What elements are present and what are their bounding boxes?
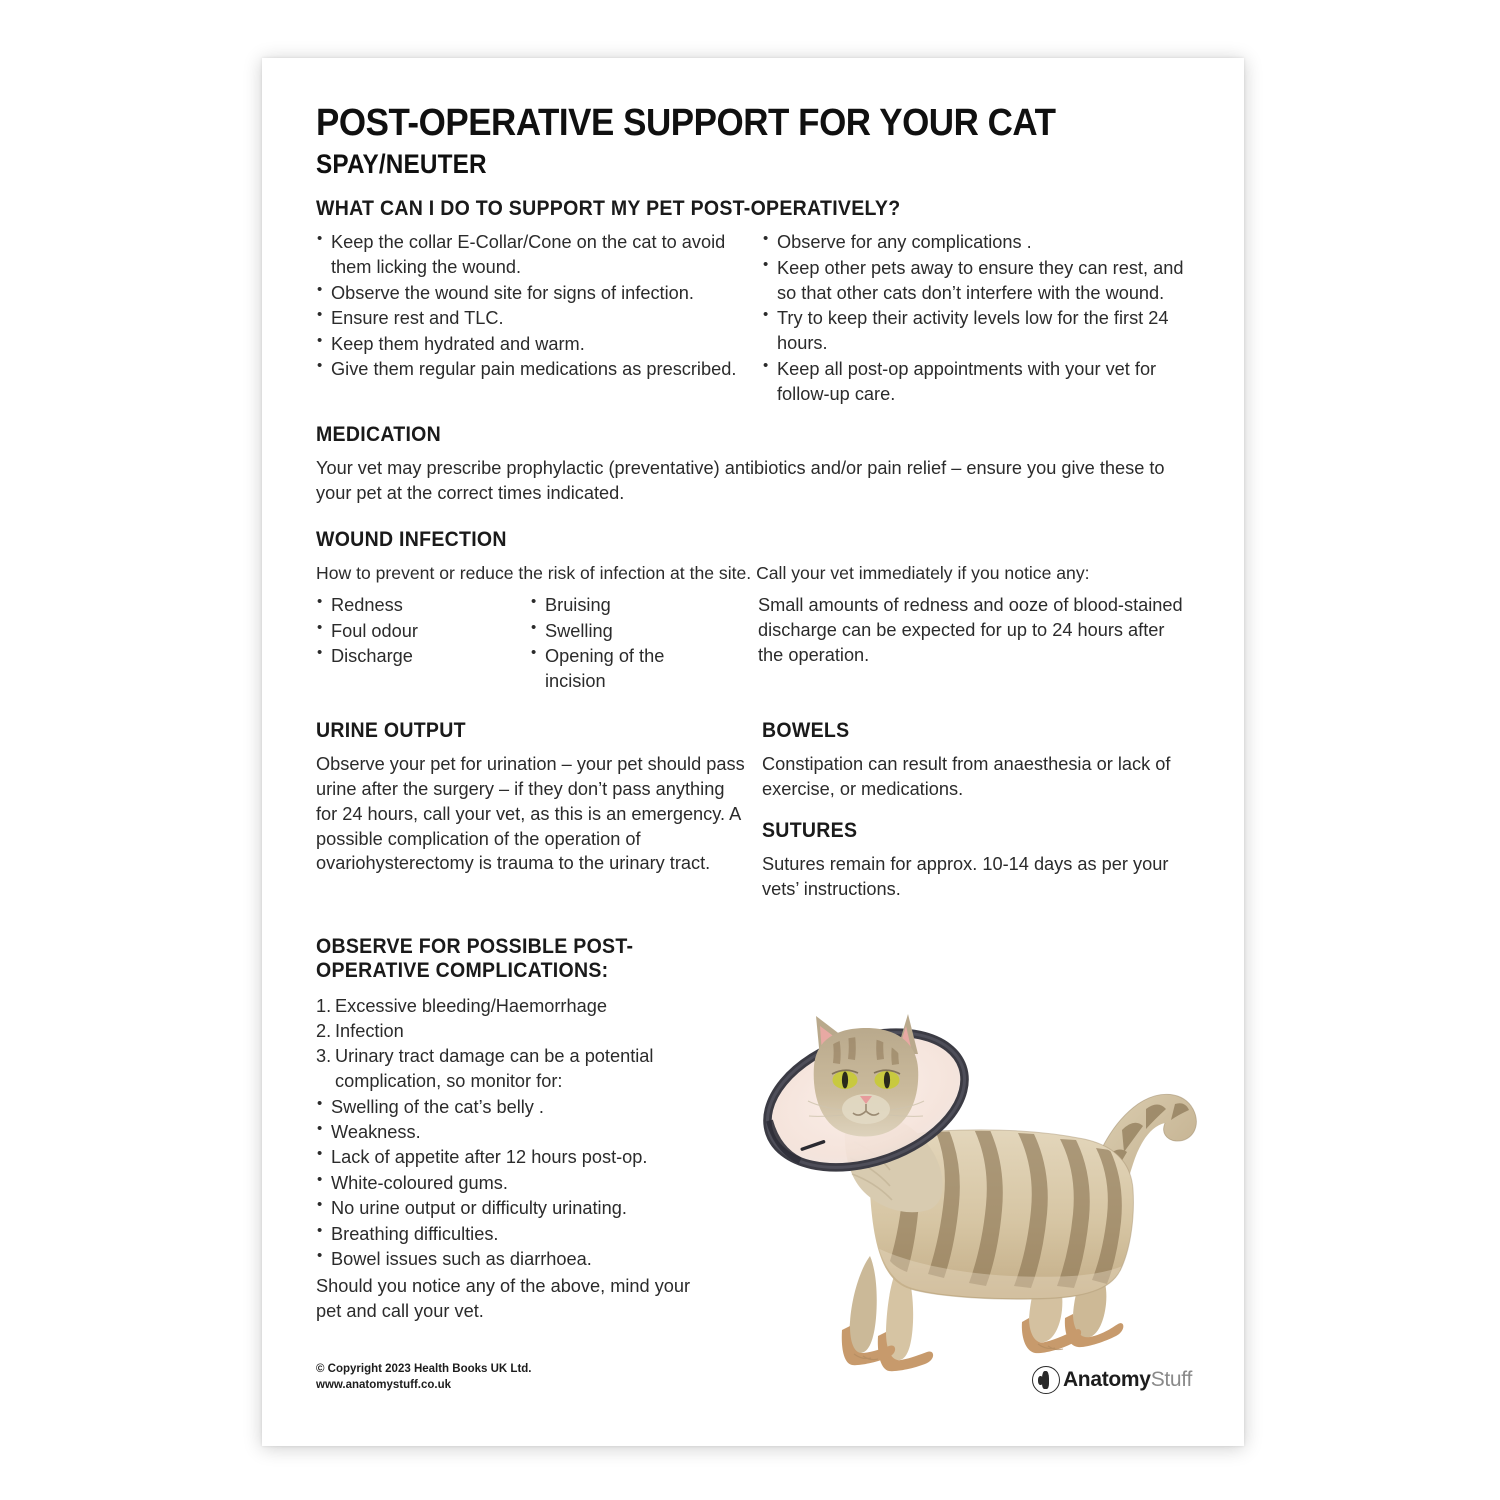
complications-numbered-list — [316, 994, 716, 1094]
list-item: • Lack of appetite after 12 hours post-op. — [316, 1145, 716, 1170]
printed-page — [262, 58, 1244, 1446]
list-item: Infection — [335, 1020, 404, 1041]
list-item: • Keep other pets away to ensure they can rest, and so that other cats don’t interfere with the wound. — [762, 256, 1192, 306]
list-item: • No urine output or difficulty urinating. — [316, 1196, 716, 1221]
list-item: • Give them regular pain medications as prescribed. — [316, 357, 746, 382]
support-right-bullet-list — [762, 230, 1192, 406]
section-heading-complications-line1: OBSERVE FOR POSSIBLE POST- — [316, 934, 634, 958]
wound-infection-note: Small amounts of redness and ooze of blood-stained discharge can be expected for up to 24 hours after the operation. — [758, 595, 1183, 666]
section-heading-sutures: SUTURES — [762, 818, 858, 842]
section-heading-support: WHAT CAN I DO TO SUPPORT MY PET POST-OPERATIVELY? — [316, 197, 901, 221]
list-item: • White-coloured gums. — [316, 1171, 716, 1196]
list-item: • Discharge — [316, 644, 530, 669]
section-heading-bowels: BOWELS — [762, 718, 850, 742]
list-item: • Ensure rest and TLC. — [316, 306, 746, 331]
page-subtitle: SPAY/NEUTER — [316, 149, 487, 179]
cat-with-e-collar-illustration — [742, 992, 1212, 1392]
page-title: POST-OPERATIVE SUPPORT FOR YOUR CAT — [316, 102, 1056, 144]
list-item: • Keep all post-op appointments with your vet for follow-up care. — [762, 357, 1192, 407]
wound-infection-column-1 — [316, 593, 530, 694]
wound-infection-intro: How to prevent or reduce the risk of infection at the site. Call your vet immediately if you notice any: — [316, 563, 1090, 584]
urine-output-section — [316, 719, 746, 902]
anatomystuff-logo — [1032, 1366, 1192, 1394]
list-item: • Observe the wound site for signs of infection. — [316, 281, 746, 306]
page-footer — [316, 1362, 1192, 1394]
wound-signs-list-2 — [530, 593, 746, 694]
list-item: • Swelling of the cat’s belly . — [316, 1095, 716, 1120]
wound-infection-column-2 — [530, 593, 746, 694]
list-item: • Keep the collar E-Collar/Cone on the cat to avoid them licking the wound. — [316, 230, 746, 280]
section-heading-urine-output: URINE OUTPUT — [316, 718, 466, 742]
list-item: Excessive bleeding/Haemorrhage — [335, 995, 607, 1016]
wound-infection-note-column — [758, 593, 1192, 694]
list-item: • Weakness. — [316, 1120, 716, 1145]
list-item: • Bruising — [530, 593, 746, 618]
list-item: • Breathing difficulties. — [316, 1222, 716, 1247]
bowels-body: Constipation can result from anaesthesia or lack of exercise, or medications. — [762, 753, 1171, 799]
support-right-column — [762, 230, 1192, 407]
medication-body: Your vet may prescribe prophylactic (preventative) antibiotics and/or pain relief – ensure you give these to your pet at the correct times indicated. — [316, 458, 1165, 504]
website-line: www.anatomystuff.co.uk — [316, 1379, 452, 1392]
urine-output-body: Observe your pet for urination – your pet should pass urine after the surgery – if they don’t pass anything for 24 hours, call your vet, as this is an emergency. A possible complication of the operation of ovariohysterectomy is trauma to the urinary tract. — [316, 753, 745, 874]
support-left-bullet-list — [316, 230, 746, 382]
page-content — [316, 104, 1192, 1404]
wound-signs-list-1 — [316, 593, 530, 669]
list-item: • Redness — [316, 593, 530, 618]
list-item: • Observe for any complications . — [762, 230, 1192, 255]
list-item: • Swelling — [530, 619, 746, 644]
complications-closing: Should you notice any of the above, mind your pet and call your vet. — [316, 1276, 691, 1322]
list-item: • Foul odour — [316, 619, 530, 644]
section-heading-complications-line2: OPERATIVE COMPLICATIONS: — [316, 958, 609, 982]
anatomy-figure-icon — [1032, 1366, 1060, 1394]
list-item: • Bowel issues such as diarrhoea. — [316, 1247, 716, 1272]
list-item: • Opening of the incision — [530, 644, 675, 694]
sutures-section — [762, 819, 1192, 902]
list-item: • Try to keep their activity levels low for the first 24 hours. — [762, 306, 1192, 356]
copyright-line: © Copyright 2023 Health Books UK Ltd. — [316, 1363, 532, 1376]
section-heading-medication: MEDICATION — [316, 423, 442, 447]
list-item: • Keep them hydrated and warm. — [316, 332, 746, 357]
support-left-column — [316, 230, 746, 407]
complications-bullet-list — [316, 1095, 716, 1273]
section-heading-wound-infection: WOUND INFECTION — [316, 528, 507, 552]
bowels-section — [762, 719, 1192, 802]
list-item: Urinary tract damage can be a potential complication, so monitor for: — [335, 1045, 654, 1091]
sutures-body: Sutures remain for approx. 10-14 days as per your vets’ instructions. — [762, 853, 1169, 899]
logo-secondary-text: Stuff — [1150, 1368, 1192, 1391]
logo-primary-text: Anatomy — [1062, 1368, 1151, 1391]
copyright-block — [316, 1362, 532, 1394]
